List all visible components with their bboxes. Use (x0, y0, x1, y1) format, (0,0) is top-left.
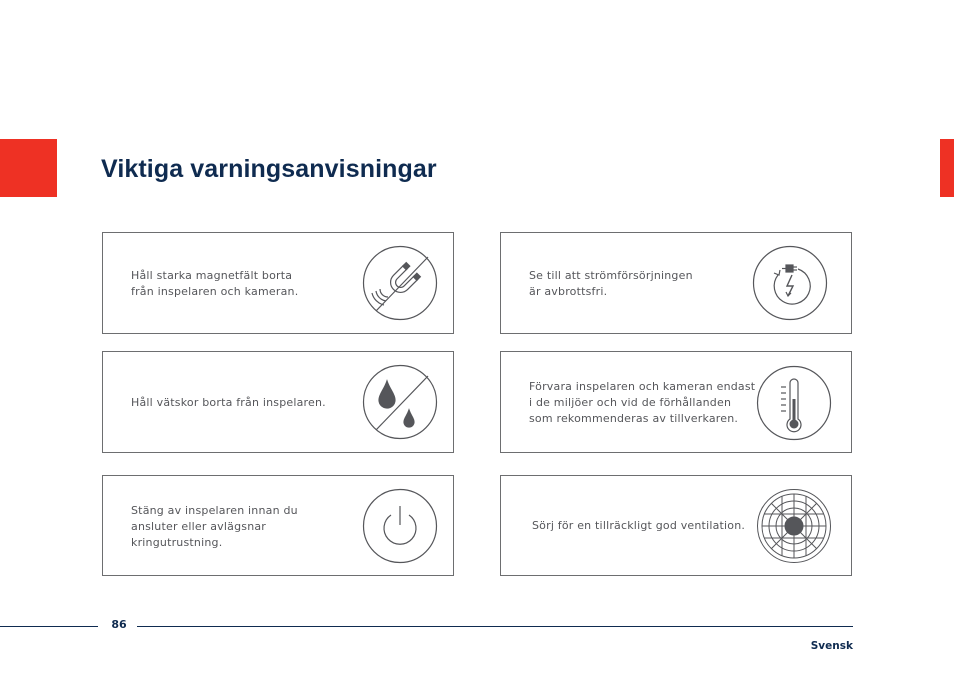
power-button-icon (362, 488, 438, 564)
warning-text: Håll starka magnetfält borta från inspelaren och kameran. (131, 269, 299, 298)
thermometer-icon (756, 365, 832, 441)
warning-text: Håll vätskor borta från inspelaren. (131, 396, 326, 409)
warning-text: Stäng av inspelaren innan du ansluter eller avlägsnar kringutrustning. (131, 504, 298, 549)
language-label: Svensk (810, 640, 853, 652)
warning-card-environment (500, 351, 852, 453)
warning-card-magnet (102, 232, 454, 334)
warning-card-peripherals (102, 475, 454, 576)
warning-card-liquid (102, 351, 454, 453)
warning-text: Förvara inspelaren och kameran endast i de miljöer och vid de förhållanden som rekommenderas av tillverkaren. (529, 380, 756, 425)
footer-rule-left (0, 626, 98, 627)
fan-grille-icon (756, 488, 832, 564)
page-title: Viktiga varningsanvisningar (101, 155, 437, 183)
footer-rule-right (137, 626, 853, 627)
warning-card-ventilation (500, 475, 852, 576)
no-magnet-icon (362, 245, 438, 321)
warning-card-power-supply (500, 232, 852, 334)
warning-text: Sörj för en tillräckligt god ventilation. (532, 519, 746, 532)
left-accent-tab (0, 139, 57, 197)
power-plug-icon (752, 245, 828, 321)
right-accent-tab (940, 139, 954, 197)
page-number: 86 (111, 618, 127, 631)
no-liquid-icon (362, 364, 438, 440)
warning-text: Se till att strömförsörjningen är avbrottsfri. (529, 269, 693, 298)
